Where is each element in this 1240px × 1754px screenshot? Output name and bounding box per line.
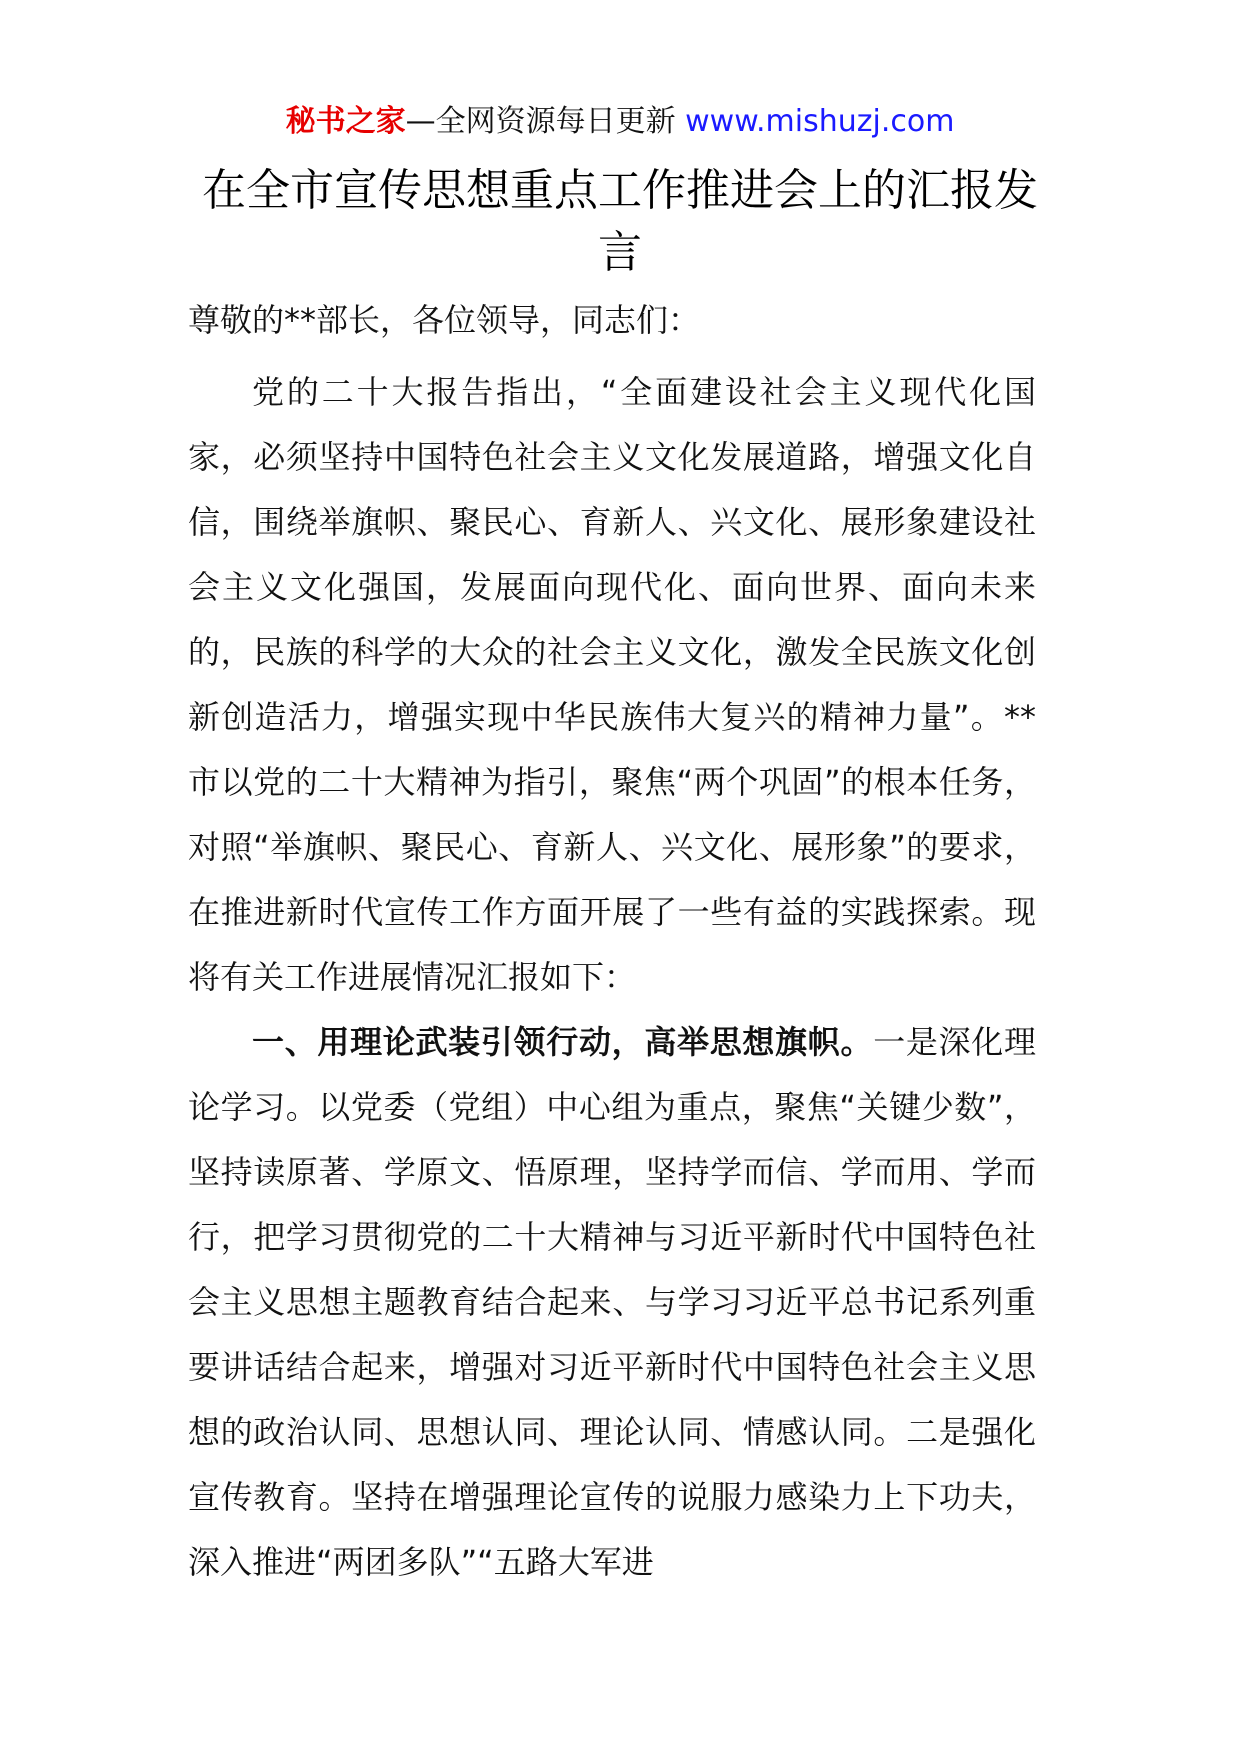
paragraph-intro: 党的二十大报告指出，“全面建设社会主义现代化国家，必须坚持中国特色社会主义文化发展道路，增强文化自信，围绕举旗帜、聚民心、育新人、兴文化、展形象建设社会主义文化强国，发展面向现代化、面向世界、面向未来的，民族的科学的大众的社会主义文化，激发全民族文化创新创造活力，增强实现中华民族伟大复兴的精神力量”。**市以党的二十大精神为指引，聚焦“两个巩固”的根本任务，对照“举旗帜、聚民心、育新人、兴文化、展形象”的要求，在推进新时代宣传工作方面开展了一些有益的实践探索。现将有关工作进展情况汇报如下：: [188, 373, 1036, 996]
section-1-text: 一是深化理论学习。以党委（党组）中心组为重点，聚焦“关键少数”，坚持读原著、学原文、悟原理，坚持学而信、学而用、学而行，把学习贯彻党的二十大精神与习近平新时代中国特色社会主义思想主题教育结合起来、与学习习近平总书记系列重要讲话结合起来，增强对习近平新时代中国特色社会主义思想的政治认同、思想认同、理论认同、情感认同。二是强化宣传教育。坚持在增强理论宣传的说服力感染力上下功夫，深入推进“两团多队”“五路大军进: [188, 1023, 1036, 1581]
site-url-link[interactable]: www.mishuzj.com: [685, 104, 955, 139]
header-tagline: —全网资源每日更新: [405, 104, 686, 139]
salutation: 尊敬的**部长，各位领导，同志们：: [188, 301, 701, 339]
document-title: 在全市宣传思想重点工作推进会上的汇报发言: [202, 165, 1038, 278]
document-body: [188, 360, 1036, 1595]
brand-name: 秘书之家: [285, 104, 406, 139]
header-banner: [0, 100, 1240, 144]
paragraph-section-1: [188, 1010, 1036, 1595]
section-1-heading: 一、用理论武装引领行动，高举思想旗帜。: [252, 1023, 874, 1061]
